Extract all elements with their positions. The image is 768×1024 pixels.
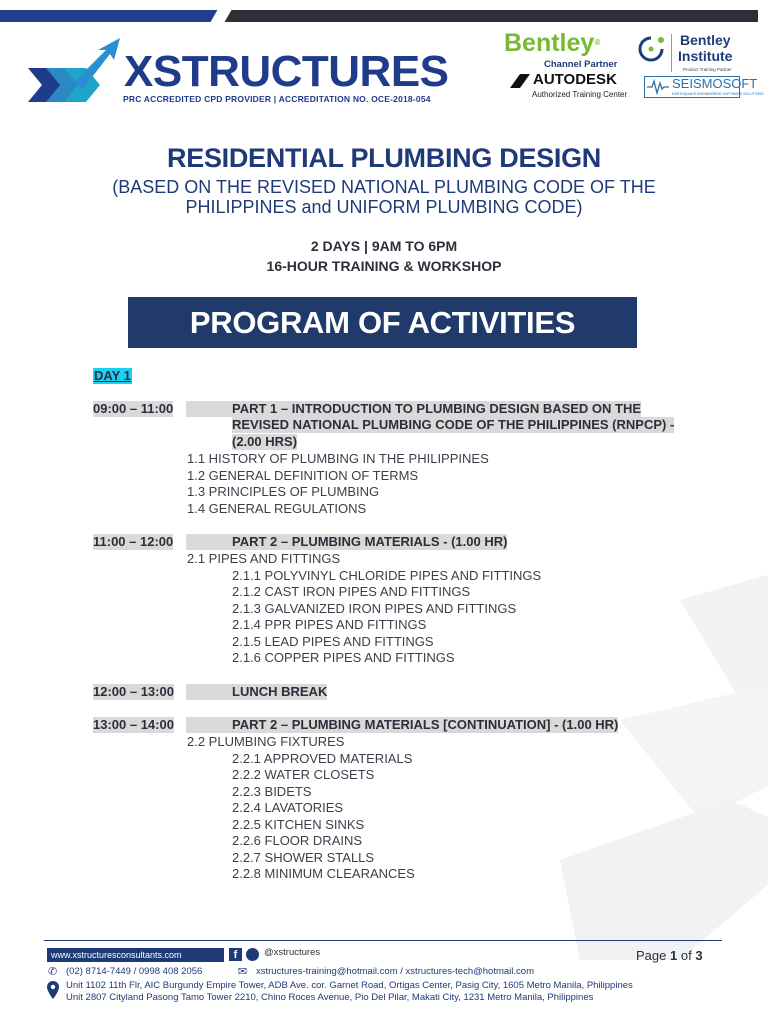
topic-item: 2.2.8 MINIMUM CLEARANCES (232, 866, 415, 881)
brand-name: XSTRUCTURES (124, 47, 449, 96)
topic-item: 2.2.2 WATER CLOSETS (232, 767, 375, 782)
training-format: 16-HOUR TRAINING & WORKSHOP (266, 258, 502, 274)
session-heading: PART 2 – PLUMBING MATERIALS [CONTINUATION] - (1.00 HR) (232, 717, 619, 732)
topic-item: 2.2.1 APPROVED MATERIALS (232, 751, 413, 766)
topic-item: 2.1.1 POLYVINYL CHLORIDE PIPES AND FITTINGS (232, 568, 542, 583)
top-bar-accent (0, 10, 222, 22)
address-line-1: Unit 1102 11th Flr, AIC Burgundy Empire Tower, ADB Ave. cor. Garnet Road, Ortigas Center, Pasig City, 1605 Metro Manila, Philippines (66, 980, 633, 991)
phone-icon: ✆ (48, 966, 58, 978)
topic-item: 2.2.6 FLOOR DRAINS (232, 833, 363, 848)
document-subtitle: (BASED ON THE REVISED NATIONAL PLUMBING CODE OF THE PHILIPPINES and UNIFORM PLUMBING CODE) (112, 177, 656, 217)
session-heading-duration: (2.00 HRS) (232, 434, 298, 449)
session-heading: PART 1 – INTRODUCTION TO PLUMBING DESIGN BASED ON THE (232, 401, 642, 416)
facebook-icon[interactable]: f (229, 948, 242, 961)
email-addresses[interactable]: xstructures-training@hotmail.com / xstructures-tech@hotmail.com (256, 966, 534, 977)
top-bar-dark (222, 10, 758, 22)
document-title: RESIDENTIAL PLUMBING DESIGN (167, 143, 601, 173)
bentley-channel-partner: Channel Partner (544, 59, 618, 70)
program-banner: PROGRAM OF ACTIVITIES (128, 297, 637, 348)
xstructures-logo-icon (28, 38, 124, 102)
seismosoft-sub-text: EARTHQUAKE ENGINEERING SOFTWARE SOLUTIONS (672, 92, 764, 96)
topic-item: 2.1.4 PPR PIPES AND FITTINGS (232, 617, 427, 632)
time-slot: 13:00 – 14:00 (93, 717, 174, 732)
topic-item: 2.1.3 GALVANIZED IRON PIPES AND FITTINGS (232, 601, 517, 616)
topic-item: 2.2.5 KITCHEN SINKS (232, 817, 365, 832)
phone-numbers: (02) 8714-7449 / 0998 408 2056 (66, 966, 203, 977)
topic-item: 2.2.7 SHOWER STALLS (232, 850, 375, 865)
time-slot-gap (186, 717, 232, 733)
bentley-logo-text: Bentley® (504, 29, 601, 57)
training-duration: 2 DAYS | 9AM TO 6PM (310, 238, 458, 254)
topic-item: 1.3 PRINCIPLES OF PLUMBING (187, 484, 380, 499)
bentley-institute-line1: Bentley (680, 32, 731, 48)
topic-item: 2.1.5 LEAD PIPES AND FITTINGS (232, 634, 434, 649)
time-slot-gap (186, 684, 232, 700)
session-heading-cont: REVISED NATIONAL PLUMBING CODE OF THE PHILIPPINES (RNPCP) - (232, 417, 675, 432)
location-pin-icon (47, 981, 59, 999)
seismosoft-logo-text: SEISMOSOFT (672, 76, 758, 91)
bentley-logo-icon (636, 34, 666, 64)
topic-item: 2.1.6 COPPER PIPES AND FITTINGS (232, 650, 455, 665)
footer-divider (44, 940, 722, 941)
autodesk-logo-icon (510, 74, 530, 88)
website-link[interactable]: www.xstructuresconsultants.com (47, 948, 224, 962)
autodesk-logo-text: AUTODESK (533, 71, 617, 88)
day-label: DAY 1 (94, 368, 131, 383)
bentley-institute-sub: Product Training Partner (683, 67, 732, 72)
social-handle[interactable]: @xstructures (264, 947, 321, 958)
topic-item: 2.2.4 LAVATORIES (232, 800, 344, 815)
page-indicator: Page 1 of 3 (636, 948, 703, 963)
seismosoft-logo-icon (647, 79, 669, 95)
time-slot: 09:00 – 11:00 (93, 401, 174, 416)
time-slot-gap (186, 534, 232, 550)
session-heading: LUNCH BREAK (232, 684, 328, 699)
background-watermark-icon (560, 560, 768, 960)
autodesk-atc-text: Authorized Training Center (532, 90, 628, 99)
topic-item: 1.4 GENERAL REGULATIONS (187, 501, 367, 516)
topic-item: 2.2.3 BIDETS (232, 784, 312, 799)
section-item: 2.1 PIPES AND FITTINGS (187, 551, 341, 566)
time-slot: 11:00 – 12:00 (93, 534, 174, 549)
topic-item: 1.1 HISTORY OF PLUMBING IN THE PHILIPPINES (187, 451, 489, 466)
section-item: 2.2 PLUMBING FIXTURES (187, 734, 345, 749)
session-heading: PART 2 – PLUMBING MATERIALS - (1.00 HR) (232, 534, 508, 549)
bentley-institute-line2: Institute (678, 48, 733, 64)
topic-item: 2.1.2 CAST IRON PIPES AND FITTINGS (232, 584, 471, 599)
address-line-2: Unit 2807 Cityland Pasong Tamo Tower 2210, Chino Roces Avenue, Pio Del Pilar, Makati City, 1231 Metro Manila, Philippines (66, 992, 594, 1003)
topic-item: 1.2 GENERAL DEFINITION OF TERMS (187, 468, 419, 483)
accreditation-text: PRC ACCREDITED CPD PROVIDER | ACCREDITATION NO. OCE-2018-054 (123, 94, 431, 104)
email-icon: ✉ (238, 966, 248, 978)
time-slot: 12:00 – 13:00 (93, 684, 174, 699)
messenger-icon[interactable] (246, 948, 259, 961)
time-slot-gap (186, 401, 232, 417)
partner-divider (671, 34, 672, 72)
